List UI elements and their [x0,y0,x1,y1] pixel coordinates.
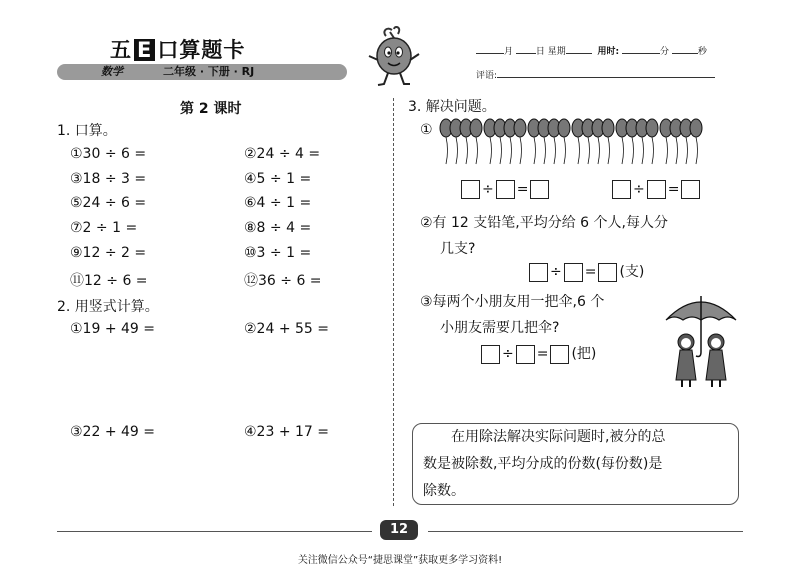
answer-box[interactable] [681,180,700,199]
brand-title [110,34,245,64]
week-blank[interactable] [566,44,592,54]
column-divider [393,98,394,506]
answer-box[interactable] [516,345,535,364]
answer-box[interactable] [598,263,617,282]
equals-sign: = [667,181,680,198]
umbrella-children-illustration [662,290,740,390]
q1-equation-b [610,180,702,199]
answer-box[interactable] [612,180,631,199]
tip-line3: 除数。 [423,483,465,499]
mental-math-item: ⑪12 ÷ 6 = [70,273,148,289]
mental-math-item: ⑦2 ÷ 1 = [70,220,138,236]
equals-sign: = [536,346,549,362]
balloons-illustration [436,116,706,174]
answer-box[interactable] [529,263,548,282]
q3-text-line1: ③每两个小朋友用一把伞,6 个 [420,294,605,310]
q2-text-line2: 几支? [440,241,476,257]
brand-name: 口算题卡 [157,38,246,62]
vertical-calc-item: ④23 + 17 = [244,424,329,440]
week-label: 星期 [547,47,566,57]
q3-text-line2: 小朋友需要几把伞? [440,320,560,336]
grade-info: 二年级 · 下册 · RJ [163,65,255,78]
tip-line1: 在用除法解决实际问题时,被分的总 [451,429,666,445]
mental-math-item: ⑧8 ÷ 4 = [244,220,312,236]
lesson-title: 第 2 课时 [180,101,242,117]
divide-sign: ÷ [550,264,562,280]
page-number: 12 [380,520,418,540]
mental-math-item: ④5 ÷ 1 = [244,171,312,187]
section1-heading: 1. 口算。 [57,123,117,139]
answer-box[interactable] [647,180,666,199]
unit-label: (支) [619,264,645,280]
mental-math-item: ⑥4 ÷ 1 = [244,195,312,211]
equals-sign: = [516,181,529,198]
second-blank[interactable] [672,44,698,54]
answer-box[interactable] [550,345,569,364]
day-label: 日 [535,47,545,57]
brand-char: 五 [110,38,132,62]
answer-box[interactable] [530,180,549,199]
divide-sign: ÷ [633,181,645,198]
answer-box[interactable] [564,263,583,282]
review-row [476,68,715,81]
mental-math-item: ⑫36 ÷ 6 = [244,273,322,289]
q1-equation-a [459,180,551,199]
minute-blank[interactable] [622,44,660,54]
section2-heading: 2. 用竖式计算。 [57,299,159,315]
q3-equation [479,343,596,364]
mental-math-item: ⑨12 ÷ 2 = [70,245,147,261]
mental-math-item: ⑤24 ÷ 6 = [70,195,147,211]
review-label: 评语: [476,71,498,81]
vertical-calc-item: ①19 + 49 = [70,321,155,337]
unit-label: (把) [571,346,597,362]
answer-box[interactable] [461,180,480,199]
tip-line2: 数是被除数,平均分成的份数(每份数)是 [423,456,663,472]
mascot-illustration [364,26,424,88]
brand-e-logo: E [134,39,155,61]
mental-math-item: ①30 ÷ 6 = [70,146,147,162]
time-label: 用时: [597,47,620,57]
mental-math-item: ③18 ÷ 3 = [70,171,147,187]
minute-label: 分 [660,47,670,57]
section3-heading: 3. 解决问题。 [408,99,496,115]
tip-box [412,423,739,505]
q2-text-line1: ②有 12 支铅笔,平均分给 6 个人,每人分 [420,215,668,231]
mental-math-item: ②24 ÷ 4 = [244,146,321,162]
answer-box[interactable] [496,180,515,199]
answer-box[interactable] [481,345,500,364]
q2-equation [527,261,644,282]
review-blank[interactable] [497,68,715,78]
date-row [476,44,707,57]
equals-sign: = [584,264,597,280]
second-label: 秒 [697,47,707,57]
subject-bar [57,64,347,80]
mental-math-item: ⑩3 ÷ 1 = [244,245,312,261]
subject-label: 数学 [101,65,123,78]
month-blank[interactable] [476,44,504,54]
divide-sign: ÷ [482,181,494,198]
vertical-calc-item: ②24 + 55 = [244,321,329,337]
vertical-calc-item: ③22 + 49 = [70,424,155,440]
month-label: 月 [504,47,514,57]
divide-sign: ÷ [502,346,514,362]
day-blank[interactable] [516,44,536,54]
footer-note: 关注微信公众号“捷思课堂”获取更多学习资料! [297,555,503,566]
q1-number: ① [420,122,433,138]
